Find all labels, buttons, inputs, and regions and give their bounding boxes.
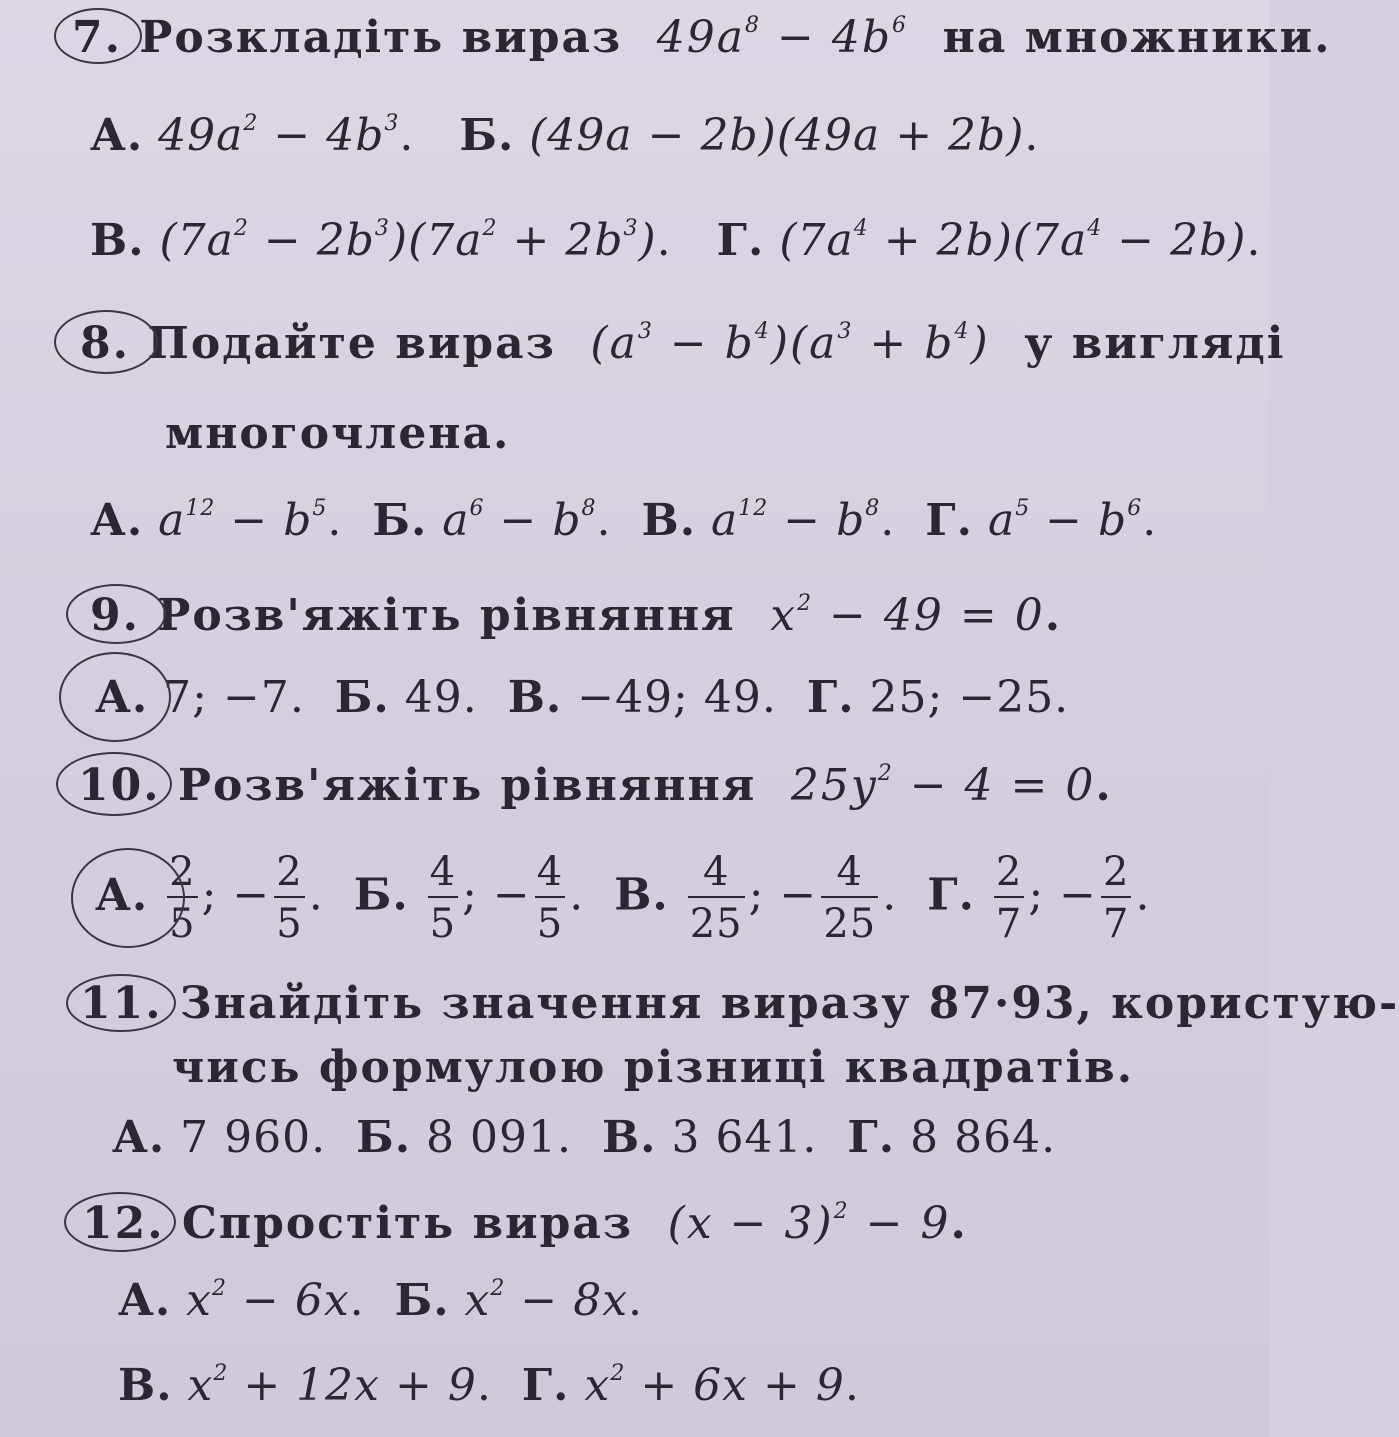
options-row: А. $x^2 - 6x$. Б. $x^2 - 8x$. bbox=[118, 1275, 644, 1326]
options-row: А. $\frac{2}{5}$ ; − $\frac{2}{5}$ . Б. $\frac{4}{5}$ ; − $\frac{4}{5}$ . В. $\frac{4}{25}$ ; − $\frac{4}{25}$ . Г. $\frac{2}{7}$ ; − $\frac{2}{7}$ . bbox=[95, 852, 1150, 944]
number-circle bbox=[66, 584, 166, 644]
number-circle bbox=[54, 310, 158, 374]
question-7 bbox=[72, 12, 1331, 63]
options-row: В. $(7a^2 - 2b^3)(7a^2 + 2b^3)$. Г. $(7a^4 + 2b)(7a^4 - 2b)$. bbox=[90, 215, 1262, 266]
question-text-continuation: многочлена. bbox=[165, 408, 511, 459]
question-number: 11. bbox=[80, 978, 163, 1029]
question-10 bbox=[78, 760, 1113, 811]
selected-answer: А. bbox=[95, 672, 148, 723]
question-9 bbox=[90, 590, 1062, 641]
question-number: 12. bbox=[82, 1198, 165, 1249]
selected-answer: А. bbox=[95, 870, 148, 921]
question-number: 7. bbox=[72, 12, 122, 63]
question-12 bbox=[82, 1198, 968, 1249]
options-row: А. $49a^2 - 4b^3$. Б. (49a − 2b)(49a + 2b). bbox=[90, 110, 1040, 161]
number-circle bbox=[54, 8, 142, 64]
answer-circle bbox=[71, 848, 185, 948]
question-number: 9. bbox=[90, 590, 140, 641]
answer-circle bbox=[59, 652, 171, 742]
number-circle bbox=[56, 752, 172, 816]
question-8 bbox=[80, 318, 1285, 369]
question-text: Спростіть вираз $(x - 3)^2 - 9$. bbox=[181, 1198, 968, 1249]
question-text: Розв'яжіть рівняння $25y^2 - 4 = 0$. bbox=[177, 760, 1113, 811]
question-11 bbox=[80, 978, 1399, 1029]
options-row: А. 7 960. Б. 8 091. В. 3 641. Г. 8 864. bbox=[112, 1112, 1057, 1163]
number-circle bbox=[66, 974, 176, 1032]
question-text: Знайдіть значення виразу 87·93, користую- bbox=[179, 978, 1399, 1029]
options-row: В. $x^2 + 12x + 9$. Г. $x^2 + 6x + 9$. bbox=[118, 1360, 860, 1411]
number-circle bbox=[64, 1192, 176, 1252]
question-text: Розв'яжіть рівняння $x^2 - 49 = 0$. bbox=[157, 590, 1063, 641]
options-row: А. $a^{12} - b^5$. Б. $a^6 - b^8$. В. $a^{12} - b^8$. Г. $a^5 - b^6$. bbox=[90, 495, 1158, 546]
question-number: 10. bbox=[78, 760, 161, 811]
question-text: Подайте вираз $(a^3 - b^4)(a^3 + b^4)$ у вигляді bbox=[147, 318, 1286, 369]
options-row: А. 7; −7. Б. 49. В. −49; 49. Г. 25; −25. bbox=[95, 672, 1069, 723]
question-text: Розкладіть вираз $49a^8 - 4b^6$ на множники. bbox=[139, 12, 1332, 63]
question-text-continuation: чись формулою різниці квадратів. bbox=[172, 1042, 1135, 1093]
question-number: 8. bbox=[80, 318, 130, 369]
